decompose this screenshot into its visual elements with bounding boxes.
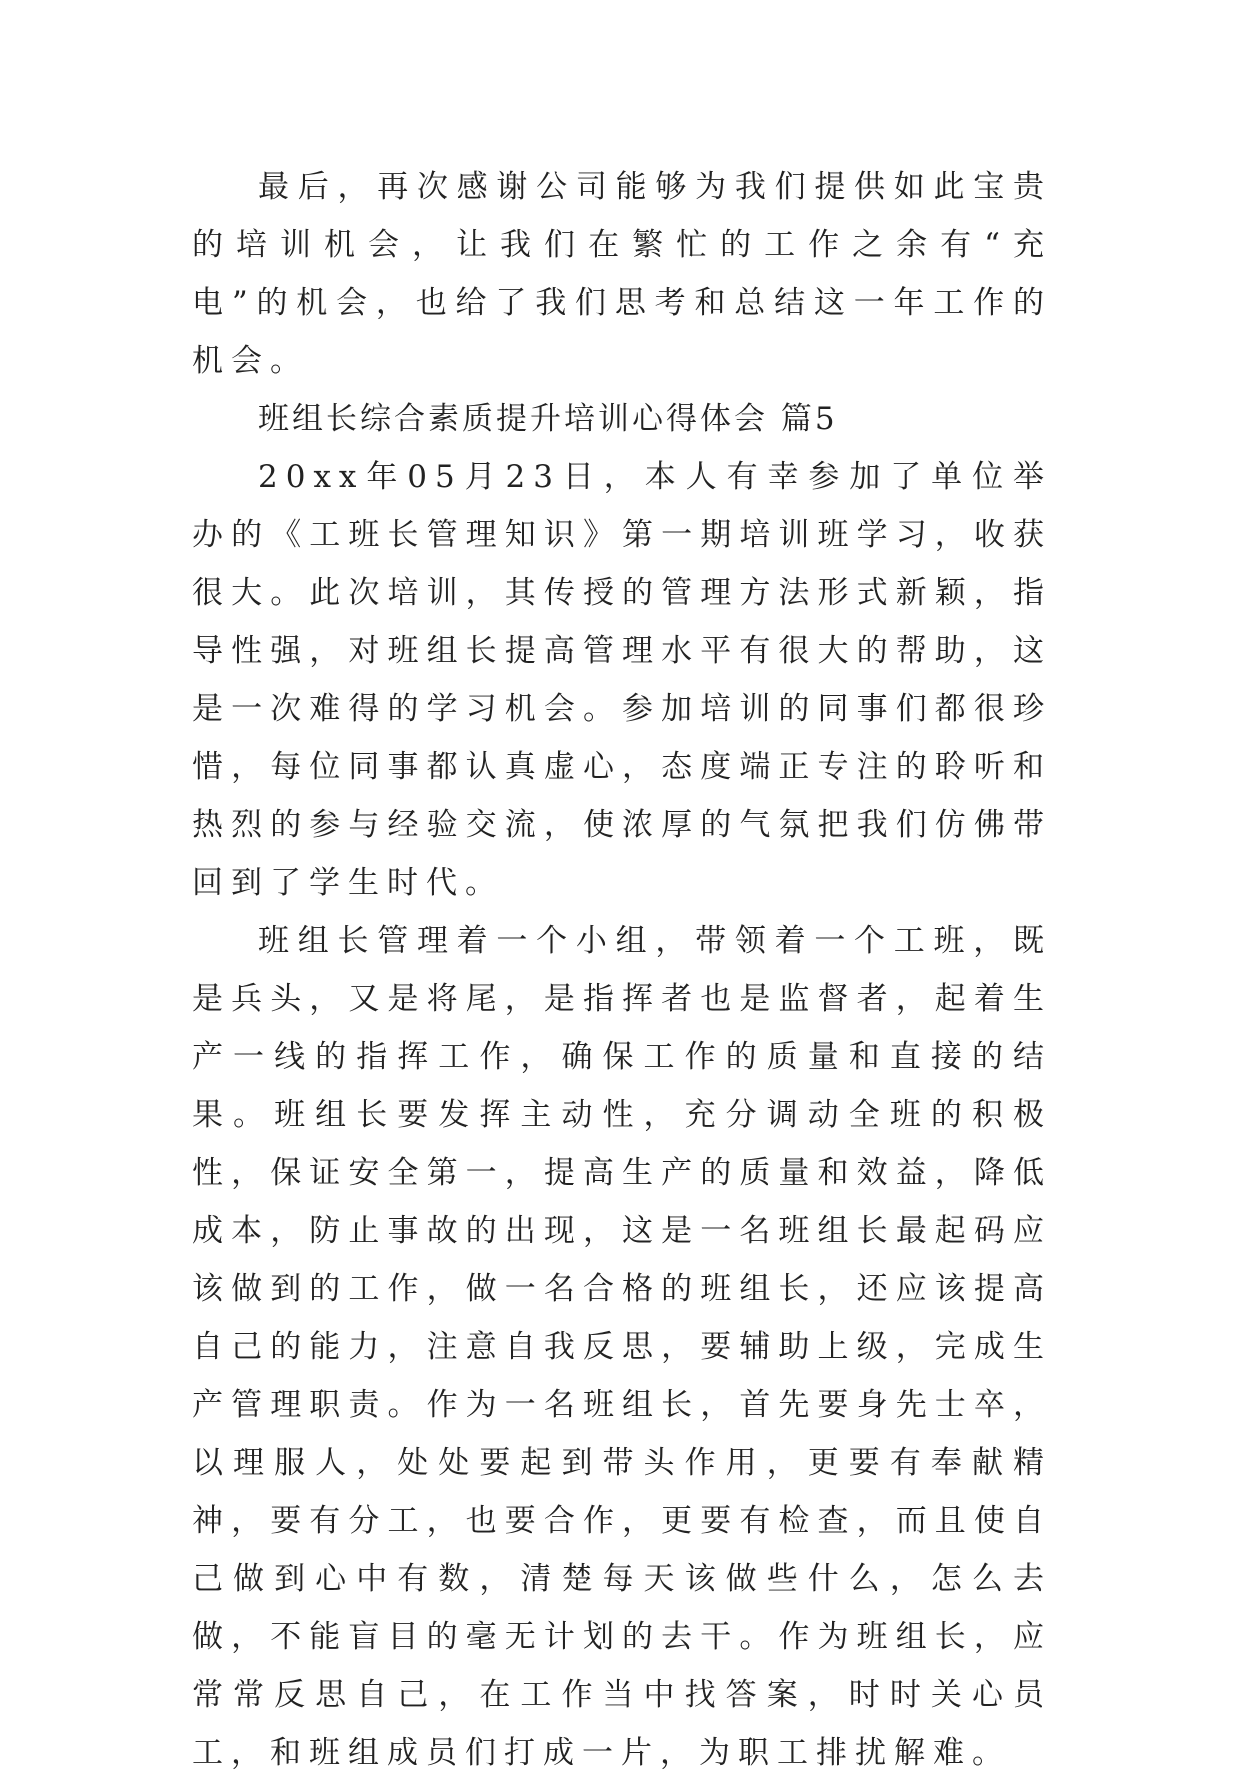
paragraph-team-leader-duties: 班组长管理着一个小组，带领着一个工班，既是兵头，又是将尾，是指挥者也是监督者，起着生产一线的指挥工作，确保工作的质量和直接的结果。班组长要发挥主动性，充分调动全班的积极性，保证安全第一，提高生产的质量和效益，降低成本，防止事故的出现，这是一名班组长最起码应该做到的工作，做一名合格的班组长，还应该提高自己的能力，注意自我反思，要辅助上级，完成生产管理职责。作为一名班组长，首先要身先士卒，以理服人，处处要起到带头作用，更要有奉献精神，要有分工，也要合作，更要有检查，而且使自己做到心中有数，清楚每天该做些什么，怎么去做，不能盲目的毫无计划的去干。作为班组长，应常常反思自己，在工作当中找答案，时时关心员工，和班组成员们打成一片，为职工排扰解难。	[192, 923, 1052, 1771]
document-body	[192, 158, 1052, 1782]
paragraph-closing-thanks: 最后，再次感谢公司能够为我们提供如此宝贵的培训机会，让我们在繁忙的工作之余有“充电”的机会，也给了我们思考和总结这一年工作的机会。	[192, 169, 1052, 379]
paragraph-training-intro: 20xx年05月23日，本人有幸参加了单位举办的《工班长管理知识》第一期培训班学习，收获很大。此次培训，其传授的管理方法形式新颖，指导性强，对班组长提高管理水平有很大的帮助，这是一次难得的学习机会。参加培训的同事们都很珍惜，每位同事都认真虚心，态度端正专注的聆听和热烈的参与经验交流，使浓厚的气氛把我们仿佛带回到了学生时代。	[192, 459, 1052, 901]
section-heading: 班组长综合素质提升培训心得体会 篇5	[258, 401, 838, 437]
